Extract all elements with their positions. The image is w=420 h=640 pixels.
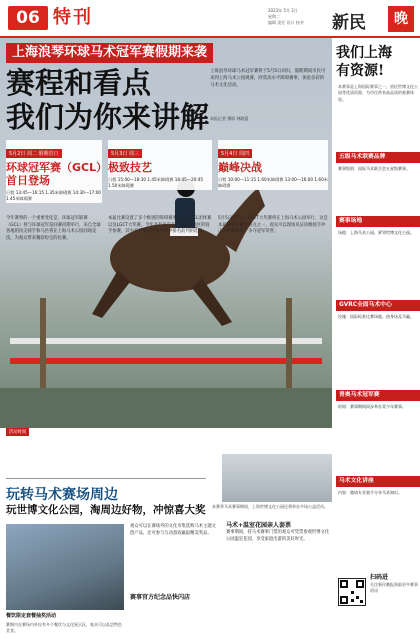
market-article: 观众可以在赛场外的文化市集选购马术主题文创产品，还可参与互动游戏赢取精美奖品。	[130, 524, 216, 536]
logo-text: 新民	[332, 13, 366, 33]
card-body: 日程 10:00—11:15 1.60米障碍赛 13:00—16:00 1.60米障碍赛	[218, 177, 328, 189]
rail-section-text: 时间：赛事期间同步举办青少年赛事。	[338, 404, 406, 409]
qr-text: 关注新民晚报获取更多赛事资讯	[370, 582, 418, 593]
logo-box: 晚	[388, 6, 414, 32]
bottom-title: 玩转马术赛场周边	[6, 487, 118, 503]
card-title: 极致技艺	[108, 161, 152, 174]
issue-weekday: 星期二	[268, 14, 280, 19]
rail-section-head: 赛事场地	[336, 216, 420, 227]
issue-editors: 编辑 责任 设计 校对	[268, 20, 304, 25]
qr-code-icon	[339, 579, 365, 605]
hero-subtitle: 上海浪琴环球马术冠军赛假期来袭	[6, 43, 213, 63]
article-column-3: 5月5日至7日，LGCT大奖赛将在上海马术公园举行，这是本届赛事的最大看点之一。观众可以现场见证顶级骑手冲击高难度障碍，争夺冠军荣誉。	[218, 216, 328, 235]
schedule-card-1	[6, 140, 102, 203]
rail-title-line-1: 我们上海	[336, 45, 392, 61]
schedule-card-2	[108, 140, 212, 190]
card-title: 环球冠军赛（GCL）首日登场	[6, 161, 102, 187]
article-column-2: 本届比赛设置了多个级别的障碍赛事，包括GCL团体赛以及LGCT大奖赛。今年共有来自多个国家和地区的骑手参赛，其中不乏奥运冠军与世界排名前列的选手。	[108, 216, 212, 235]
card-title: 巅峰决战	[218, 161, 262, 174]
rail-section-head: 五级马术联赛品牌	[336, 152, 420, 163]
article-column-1: 今年赛事的一个重要变化是，环球冠军联赛（GCL）将与环球冠军巡回赛同期举行，来自全球各地的顶尖骑手和马匹将在上海马术公园同场竞技，为观众带来精彩纷呈的比赛。	[6, 216, 101, 241]
issue-date: 2023年 5月 2日	[268, 8, 298, 13]
qr-label: 扫码进	[370, 574, 389, 581]
schedule-card-3	[218, 140, 328, 190]
section-number: 06	[8, 6, 48, 30]
hero-headline	[6, 66, 209, 134]
market-photo-caption: 餐饮限定套餐抽奖活动	[6, 613, 57, 619]
newspaper-logo	[332, 6, 414, 32]
page-header	[0, 0, 420, 40]
qr-code[interactable]	[338, 578, 366, 606]
card-body: 日程 13:45—16:15 1.35米障碍赛 14:30—17:00 1.45米障碍赛	[6, 190, 102, 202]
bottom-subtitle: 玩世博文化公园，淘周边好物，冲惊喜大奖	[6, 504, 206, 516]
bottom-divider	[6, 478, 206, 479]
rail-title-line-2: 有资源!	[336, 63, 385, 79]
rail-section-text: 场地：上海马术公园，紧邻世博文化公园。	[338, 230, 414, 235]
market-photo-text: 赛期内在赛场内外设有多个餐饮与文化展示区，观众可以品尝特色美食。	[6, 622, 122, 633]
card-tag: 5月3日 周三	[108, 149, 142, 158]
issue-meta	[268, 8, 328, 26]
ticket-heading: 马术+温室花园亲人套票	[226, 522, 292, 529]
rail-section-head: GVRC全面马术中心	[336, 300, 420, 311]
market-photo	[6, 524, 124, 610]
hero-caption: 本报记者 摄影 林晓蕾	[210, 116, 249, 121]
rail-intro: 本赛事是上海国际赛事之一，依托世博文化公园等优质资源，为市民带来高品质的观赛体验。	[338, 84, 418, 102]
rail-section-head: 马术文化讲座	[336, 476, 420, 487]
card-body: 日程 15:00—18:30 1.45米障碍赛 18:45—20:45 1.50米障碍赛	[108, 177, 204, 189]
section-name: 特刊	[53, 7, 93, 28]
hero-lead: 上海浪琴环球马术冠军赛将于5月5日回归，假期期间市民可来到上海马术公园观赛，欣赏高水平障碍赛事，体验多彩的马术文化活动。	[210, 69, 326, 88]
activity-time-tag: 活动时间	[6, 428, 29, 436]
popup-store-heading: 赛事官方纪念品快闪店	[130, 594, 191, 601]
headline-line-1: 赛程和看点	[6, 66, 152, 100]
rail-section-head: 青奥马术冠军赛	[336, 390, 420, 401]
park-photo	[222, 454, 332, 502]
rail-section-text: 设施：国际标准比赛场地、热身场及马厩。	[338, 314, 414, 319]
park-photo-caption: 本赛季马术赛事期间，上海世博文化公园还将举办多场公益活动。	[212, 504, 328, 509]
card-tag: 5月2日 周二 假期首日	[6, 149, 62, 158]
rail-title	[336, 44, 420, 80]
ticket-article: 赛事期间，持马术赛事门票的观众可凭票参观世博文化公园温室花园，享受家庭出游的美好时光。	[226, 530, 330, 542]
rail-section-text: 内容：邀请专业骑手分享马术知识。	[338, 490, 402, 495]
headline-line-2: 我们为你来讲解	[6, 100, 210, 134]
card-tag: 5月4日 周四	[218, 149, 252, 158]
rail-section-text: 赛事级别：国际马术联合会五星级赛事。	[338, 166, 410, 171]
